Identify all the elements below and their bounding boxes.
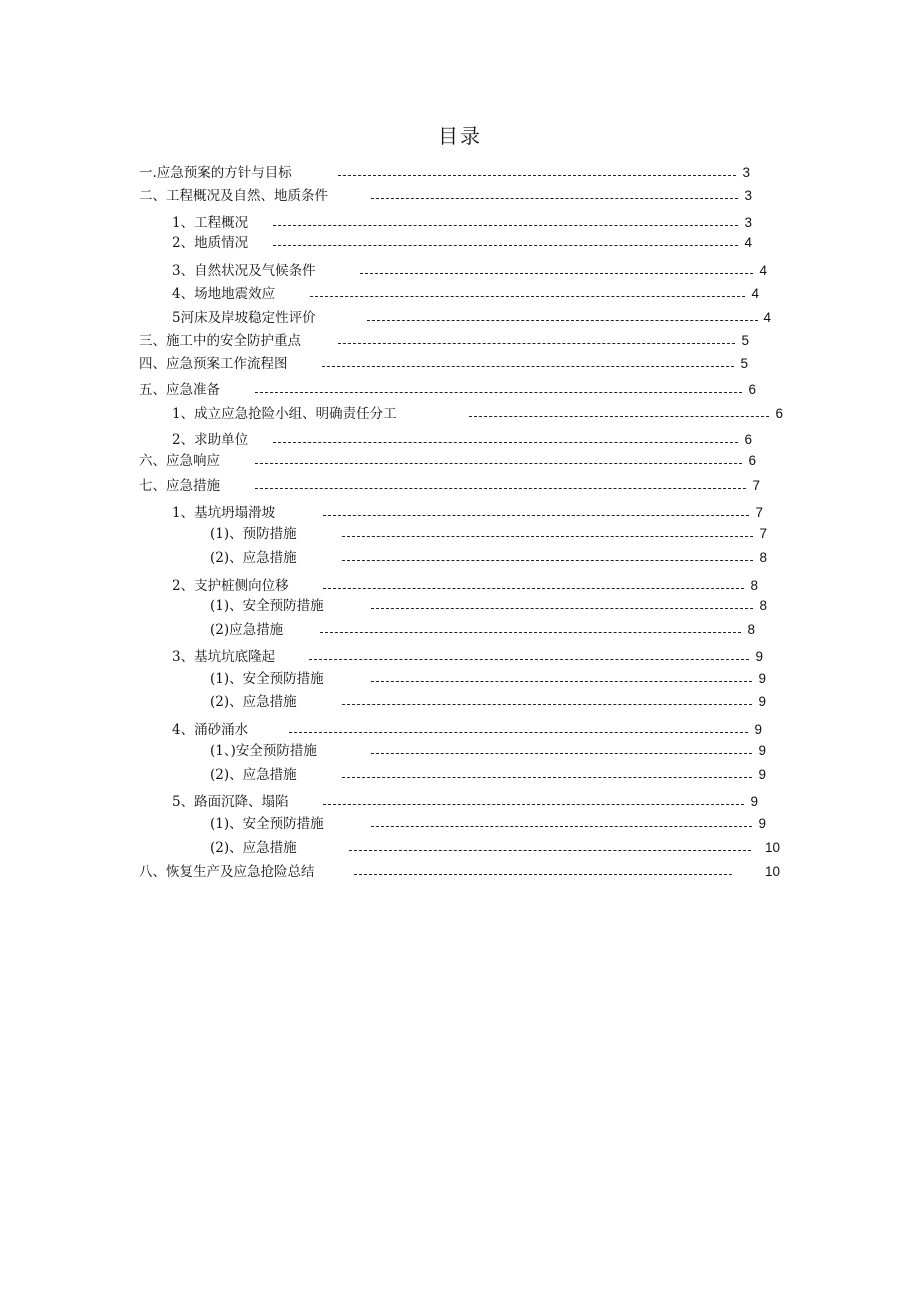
toc-leader-dots (360, 273, 753, 274)
toc-leader-dots (367, 320, 758, 321)
toc-entry-page-number: 7 (752, 478, 760, 493)
toc-leader-dots (342, 704, 752, 705)
toc-entry[interactable] (0, 838, 920, 858)
toc-entry-page-number: 4 (759, 263, 767, 278)
toc-leader-dots (322, 366, 734, 367)
toc-leader-dots (255, 392, 742, 393)
toc-entry-label: (1)、安全预防措施 (210, 816, 324, 832)
toc-entry[interactable] (0, 620, 920, 640)
toc-leader-dots (349, 850, 751, 851)
toc-entry-page-number: 3 (744, 215, 752, 230)
toc-entry[interactable] (0, 233, 920, 253)
toc-entry-page-number: 9 (758, 767, 766, 782)
toc-entry[interactable] (0, 862, 920, 882)
toc-entry-page-number: 7 (759, 526, 767, 541)
toc-entry-label: (2)应急措施 (210, 622, 284, 638)
toc-entry[interactable] (0, 451, 920, 471)
toc-entry-label: 4、涌砂涌水 (172, 722, 249, 738)
toc-leader-dots (342, 536, 753, 537)
toc-leader-dots (323, 515, 749, 516)
toc-entry-page-number: 6 (748, 382, 756, 397)
toc-leader-dots (338, 175, 736, 176)
toc-entry-label: 1、基坑坍塌滑坡 (172, 505, 276, 521)
toc-entry-page-number: 9 (758, 743, 766, 758)
toc-leader-dots (320, 632, 741, 633)
toc-entry-page-number: 9 (758, 694, 766, 709)
toc-entry-label: (1)、安全预防措施 (210, 598, 324, 614)
toc-entry-label: (2)、应急措施 (210, 694, 297, 710)
toc-entry[interactable] (0, 476, 920, 496)
toc-entry[interactable] (0, 163, 920, 183)
toc-entry[interactable] (0, 380, 920, 400)
toc-entry-label: 2、支护桩侧向位移 (172, 578, 289, 594)
toc-entry-label: 3、基坑坑底隆起 (172, 649, 276, 665)
toc-leader-dots (273, 245, 738, 246)
toc-leader-dots (323, 804, 744, 805)
toc-leader-dots (371, 826, 752, 827)
toc-entry-label: 5、路面沉降、塌陷 (172, 794, 289, 810)
toc-leader-dots (273, 442, 738, 443)
toc-entry[interactable] (0, 741, 920, 761)
toc-entry-label: 八、恢复生产及应急抢险总结 (139, 864, 315, 880)
toc-entry[interactable] (0, 792, 920, 812)
toc-leader-dots (255, 463, 742, 464)
toc-leader-dots (309, 659, 749, 660)
toc-leader-dots (342, 777, 752, 778)
toc-entry-page-number: 6 (744, 432, 752, 447)
toc-entry[interactable] (0, 524, 920, 544)
toc-leader-dots (371, 198, 738, 199)
toc-entry-page-number: 10 (764, 864, 780, 879)
toc-entry-label: 六、应急响应 (139, 453, 220, 469)
toc-entry[interactable] (0, 692, 920, 712)
toc-entry-label: (2)、应急措施 (210, 840, 297, 856)
toc-entry-label: 二、工程概况及自然、地质条件 (139, 188, 328, 204)
toc-entry-page-number: 9 (754, 722, 762, 737)
toc-entry-page-number: 7 (755, 505, 763, 520)
toc-entry[interactable] (0, 720, 920, 740)
toc-entry-label: (2)、应急措施 (210, 550, 297, 566)
toc-entry-label: 3、自然状况及气候条件 (172, 263, 316, 279)
toc-entry[interactable] (0, 548, 920, 568)
toc-entry-label: (1)、预防措施 (210, 526, 297, 542)
toc-leader-dots (289, 732, 748, 733)
toc-entry-page-number: 9 (750, 794, 758, 809)
toc-entry-label: 2、地质情况 (172, 235, 249, 251)
toc-entry-page-number: 5 (741, 333, 749, 348)
toc-entry-label: 七、应急措施 (139, 478, 220, 494)
toc-entry[interactable] (0, 596, 920, 616)
toc-entry-page-number: 8 (759, 598, 767, 613)
toc-entry-page-number: 3 (742, 165, 750, 180)
toc-entry[interactable] (0, 284, 920, 304)
toc-entry-page-number: 4 (763, 310, 771, 325)
toc-entry[interactable] (0, 213, 920, 233)
toc-leader-dots (469, 416, 769, 417)
toc-entry-page-number: 8 (747, 622, 755, 637)
toc-entry[interactable] (0, 186, 920, 206)
toc-entry-label: (1、)安全预防措施 (210, 743, 317, 759)
toc-leader-dots (310, 296, 745, 297)
toc-entry[interactable] (0, 331, 920, 351)
toc-entry-page-number: 9 (758, 816, 766, 831)
toc-entry-label: 四、应急预案工作流程图 (139, 356, 288, 372)
toc-entry-page-number: 8 (750, 578, 758, 593)
toc-entry[interactable] (0, 765, 920, 785)
toc-entry[interactable] (0, 647, 920, 667)
toc-leader-dots (273, 225, 738, 226)
toc-leader-dots (323, 588, 744, 589)
toc-entry-label: 4、场地地震效应 (172, 286, 276, 302)
toc-entry[interactable] (0, 261, 920, 281)
toc-entry-label: 一.应急预案的方针与目标 (139, 165, 292, 181)
toc-entry[interactable] (0, 308, 920, 328)
toc-entry-label: 五、应急准备 (139, 382, 220, 398)
toc-entry-page-number: 6 (775, 406, 783, 421)
toc-entry-page-number: 3 (744, 188, 752, 203)
toc-entry-page-number: 5 (740, 356, 748, 371)
toc-entry-label: 三、施工中的安全防护重点 (139, 333, 301, 349)
toc-entry-label: 2、求助单位 (172, 432, 249, 448)
toc-entry-page-number: 4 (744, 235, 752, 250)
toc-entry-label: 5河床及岸坡稳定性评价 (172, 310, 316, 326)
toc-entry-page-number: 10 (764, 840, 780, 855)
toc-entry[interactable] (0, 430, 920, 450)
toc-entry-label: 1、工程概况 (172, 215, 249, 231)
toc-entry-page-number: 9 (758, 671, 766, 686)
toc-entry[interactable] (0, 814, 920, 834)
toc-entry-page-number: 9 (755, 649, 763, 664)
toc-leader-dots (371, 753, 752, 754)
toc-entry-page-number: 8 (759, 550, 767, 565)
toc-leader-dots (354, 874, 732, 875)
toc-entry[interactable] (0, 503, 920, 523)
toc-entry-page-number: 4 (751, 286, 759, 301)
toc-entry[interactable] (0, 576, 920, 596)
toc-leader-dots (371, 681, 752, 682)
toc-leader-dots (255, 488, 746, 489)
toc-entry-label: 1、成立应急抢险小组、明确责任分工 (172, 406, 397, 422)
toc-entry[interactable] (0, 354, 920, 374)
toc-entry[interactable] (0, 669, 920, 689)
toc-entry-label: (2)、应急措施 (210, 767, 297, 783)
toc-entry-label: (1)、安全预防措施 (210, 671, 324, 687)
toc-leader-dots (342, 560, 753, 561)
page-title: 目录 (438, 124, 482, 148)
toc-leader-dots (371, 608, 753, 609)
toc-entry-page-number: 6 (748, 453, 756, 468)
toc-entry[interactable] (0, 404, 920, 424)
toc-leader-dots (338, 343, 735, 344)
